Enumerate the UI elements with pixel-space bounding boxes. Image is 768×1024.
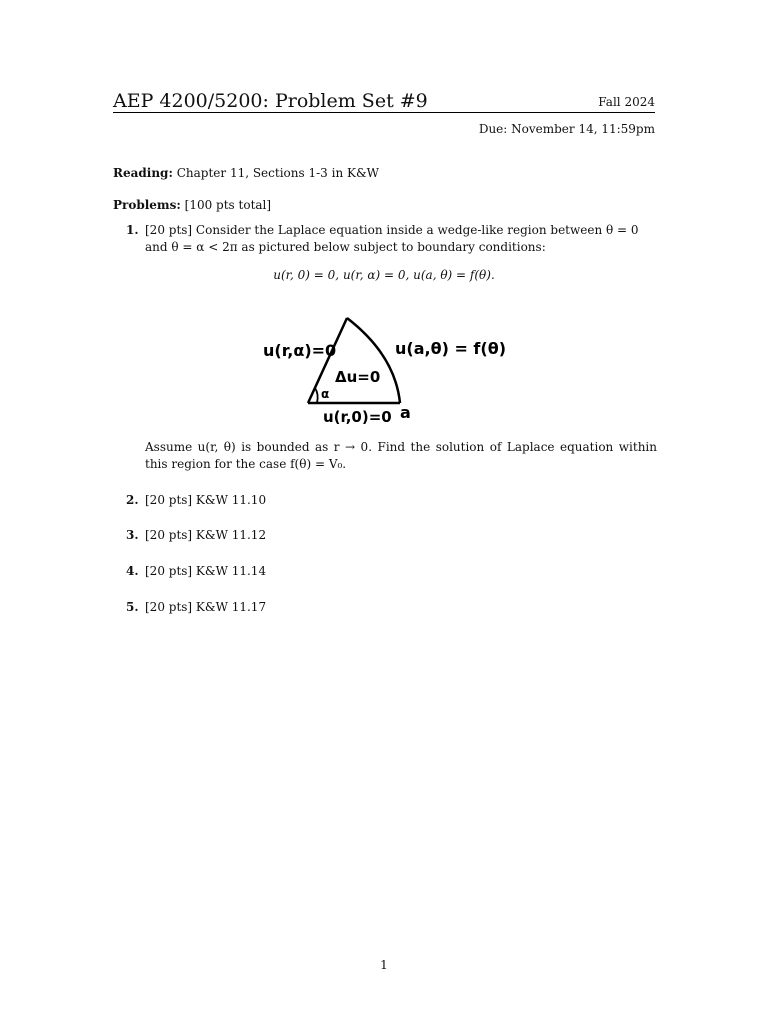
problem-1-followup: Assume u(r, θ) is bounded as r → 0. Find the solution of Laplace equation within this region for the case f(θ) = V₀. — [145, 440, 657, 471]
bottom-boundary-label: u(r,0)=0 — [323, 408, 392, 426]
wedge-arc — [347, 318, 400, 403]
header-rule — [113, 112, 655, 113]
problems-line — [113, 197, 271, 214]
problem-1-intro: [20 pts] Consider the Laplace equation inside a wedge-like region between θ = 0 and θ = α < 2π as pictured below subject to boundary conditions: — [145, 223, 639, 254]
problem-5-label: [20 pts] K&W 11.17 — [145, 600, 267, 614]
problem-3-number: 3. — [126, 528, 139, 542]
problems-label: Problems: — [113, 198, 181, 212]
reading-line — [113, 165, 379, 182]
radius-label: a — [400, 403, 411, 422]
problem-4-number: 4. — [126, 564, 139, 578]
problem-5-number: 5. — [126, 600, 139, 614]
page-number: 1 — [380, 958, 388, 972]
problem-2-number: 2. — [126, 493, 139, 507]
due-date: Due: November 14, 11:59pm — [478, 122, 655, 136]
laplace-label: Δu=0 — [335, 368, 381, 386]
right-boundary-label: u(a,θ) = f(θ) — [395, 339, 507, 358]
wedge-figure — [255, 310, 515, 430]
reading-text: Chapter 11, Sections 1-3 in K&W — [176, 166, 379, 180]
problem-4-label: [20 pts] K&W 11.14 — [145, 564, 267, 578]
problem-3-label: [20 pts] K&W 11.12 — [145, 528, 267, 542]
term-label: Fall 2024 — [598, 95, 655, 109]
reading-label: Reading: — [113, 166, 173, 180]
problem-1-number: 1. — [126, 223, 139, 237]
angle-label: α — [321, 387, 330, 401]
page-title: AEP 4200/5200: Problem Set #9 — [113, 90, 428, 112]
angle-arc — [315, 388, 318, 403]
left-boundary-label: u(r,α)=0 — [263, 341, 337, 360]
problem-2-label: [20 pts] K&W 11.10 — [145, 493, 267, 507]
problems-total: [100 pts total] — [184, 198, 272, 212]
boundary-equation: u(r, 0) = 0, u(r, α) = 0, u(a, θ) = f(θ). — [273, 268, 495, 282]
